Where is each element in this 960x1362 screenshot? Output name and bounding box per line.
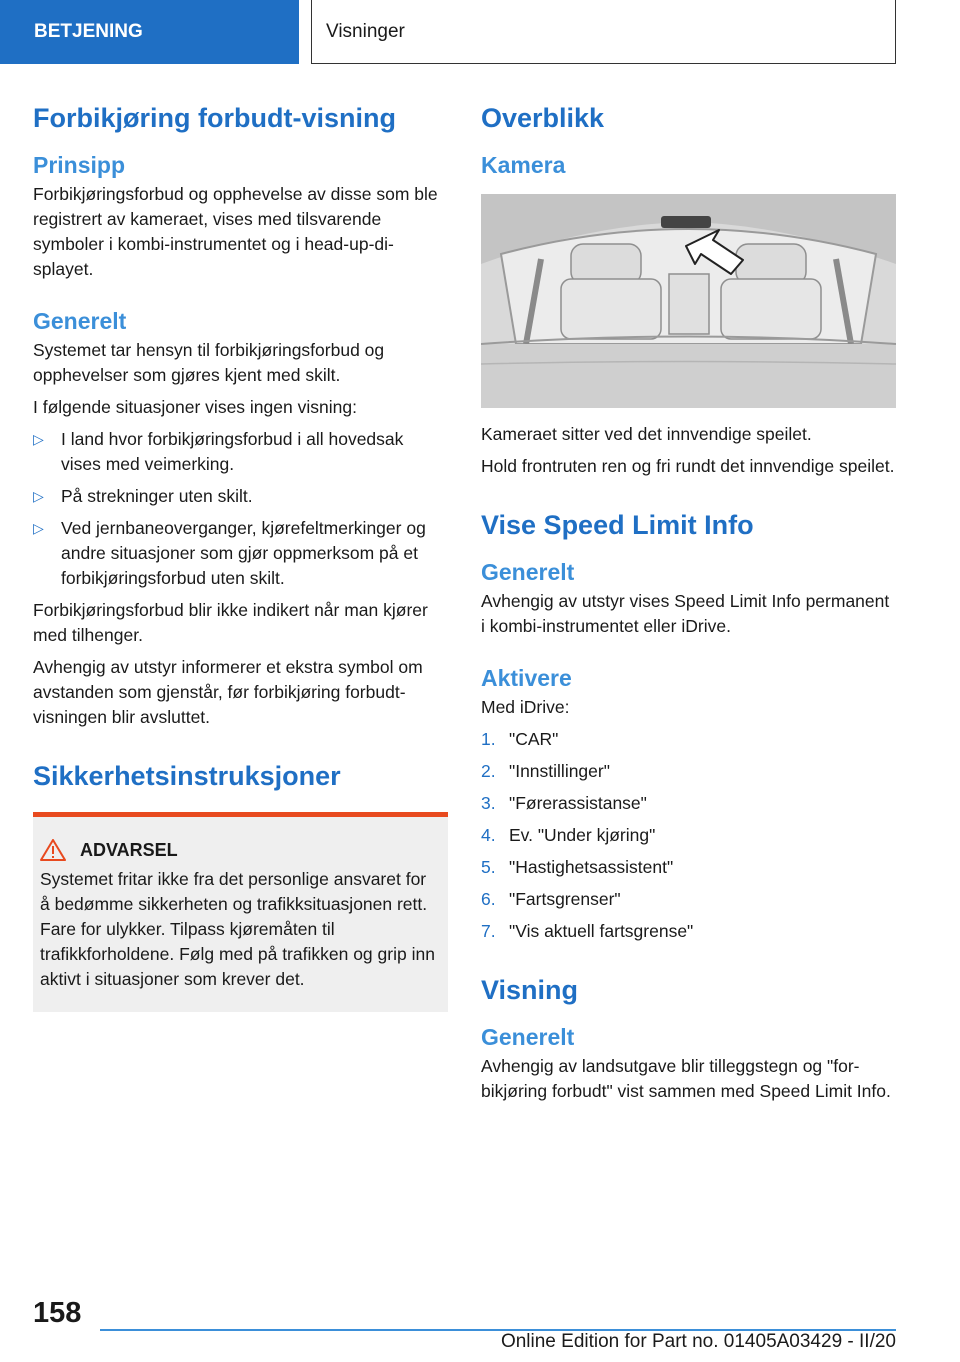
warning-box <box>33 812 448 1012</box>
warning-text: Systemet fritar ikke fra det personlige ansvaret for å bedømme sikkerheten og trafikksituasjonen rett. Fare for ulykker. Tilpass kjøremåten til trafikkforholdene. Følg med på trafikken og grip inn aktivt i situasjoner som krever det. <box>40 869 435 989</box>
page-number: 158 <box>33 1297 82 1329</box>
step-item: 3. "Førerassistanse" <box>481 793 647 813</box>
left-column <box>33 100 448 1012</box>
chapter-title: Visninger <box>311 0 896 64</box>
activate-text: Med iDrive: <box>481 697 570 717</box>
heading-general-display: Generelt <box>481 1024 575 1050</box>
general-text-4: Avhengig av utstyr informerer et ekstra symbol om avstanden som gjenstår, før forbikjøring forbudt-visningen blir avsluttet. <box>33 657 423 727</box>
display-general-text: Avhengig av landsutgave blir tilleggstegn og "forbikjøring forbudt" vist sammen med Speed Limit Info. <box>481 1056 891 1101</box>
section-title-safety: Sikkerhetsinstruksjoner <box>33 761 341 791</box>
camera-text-1: Kameraet sitter ved det innvendige speilet. <box>481 424 812 444</box>
heading-general-speed: Generelt <box>481 559 575 585</box>
edition-link[interactable]: Online Edition for Part no. 01405A03429 - II/20 <box>500 1331 896 1352</box>
list-item: ▷ I land hvor forbikjøringsforbud i all hovedsak vises med veimerking. <box>33 429 404 474</box>
triangle-bullet-icon: ▷ <box>33 520 44 536</box>
list-item: ▷ På strekninger uten skilt. <box>33 484 448 509</box>
step-item: 4. Ev. "Under kjøring" <box>481 825 656 845</box>
triangle-bullet-icon: ▷ <box>33 488 44 504</box>
speed-general-text: Avhengig av utstyr vises Speed Limit Info permanent i kombi-instrumentet eller iDrive. <box>481 591 890 636</box>
step-item: 1. "CAR" <box>481 729 559 749</box>
step-item: 5. "Hastighetsassistent" <box>481 857 674 877</box>
section-title-overview: Overblikk <box>481 103 605 133</box>
triangle-bullet-icon: ▷ <box>33 431 44 447</box>
heading-camera: Kamera <box>481 152 566 178</box>
section-title-display: Visning <box>481 975 579 1005</box>
general-text-2: I følgende situasjoner vises ingen visning: <box>33 397 357 417</box>
activation-steps <box>481 727 896 944</box>
step-item: 2. "Innstillinger" <box>481 761 610 781</box>
list-item: ▷ Ved jernbaneoverganger, kjørefeltmerkinger og andre situasjoner som gjør oppmerksom på et forbikjøringsforbud uten skilt. <box>33 518 426 588</box>
right-column <box>481 100 896 1111</box>
warning-title: ADVARSEL <box>40 839 440 861</box>
car-interior-camera-image <box>481 194 896 408</box>
step-item: 7. "Vis aktuell fartsgrense" <box>481 921 694 941</box>
heading-general: Generelt <box>33 308 127 334</box>
principle-text: Forbikjøringsforbud og opphevelse av disse som ble registrert av kameraet, vises med tilsvarende symboler i kombi-instrumentet og i head-up-displayet. <box>33 184 438 279</box>
camera-text-2: Hold frontruten ren og fri rundt det innvendige speilet. <box>481 456 895 476</box>
section-title-speed-limit: Vise Speed Limit Info <box>481 510 754 540</box>
heading-principle: Prinsipp <box>33 152 126 178</box>
general-text-3: Forbikjøringsforbud blir ikke indikert når man kjører med tilhenger. <box>33 600 428 645</box>
section-title-overtaking: Forbikjøring forbudt-visning <box>33 103 396 133</box>
chapter-section-tab: BETJENING <box>0 0 299 64</box>
general-text-1: Systemet tar hensyn til forbikjøringsforbud og opphevelser som gjøres kjent med skilt. <box>33 340 385 385</box>
heading-activate: Aktivere <box>481 665 572 691</box>
exception-list <box>33 427 448 591</box>
warning-triangle-icon <box>40 839 66 861</box>
step-item: 6. "Fartsgrenser" <box>481 889 621 909</box>
